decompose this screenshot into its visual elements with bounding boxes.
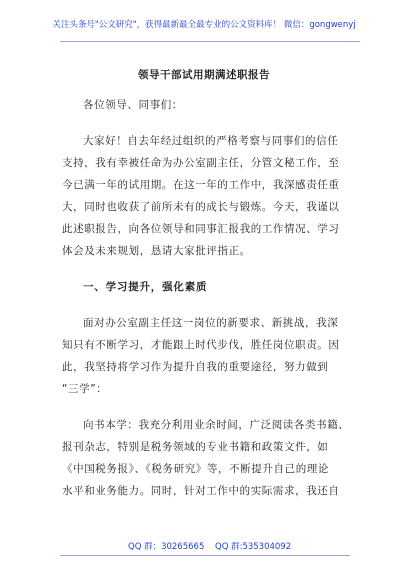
paragraph-line: 体会及未来规划，恳请大家批评指正。 xyxy=(62,245,251,257)
paragraph-line: 报刊杂志，特别是税务领域的专业书籍和政策文件，如 xyxy=(62,441,329,453)
section-heading: 一、学习提升，强化素质 xyxy=(83,281,208,293)
footer-qq-group-1: QQ 群：30265665 xyxy=(128,542,205,552)
paragraph-line: 支持，我有幸被任命为办公室副主任，分管文秘工作，至 xyxy=(62,157,340,169)
paragraph-line: 此述职报告，向各位领导和同事汇报我的工作情况、学习 xyxy=(62,223,340,235)
paragraph-line: 面对办公室副主任这一岗位的新要求、新挑战，我深 xyxy=(83,317,339,329)
paragraph-line: 知只有不断学习，才能跟上时代步伐，胜任岗位职责。因 xyxy=(62,339,340,351)
paragraph-line: 大，同时也收获了前所未有的成长与锻炼。今天，我谨以 xyxy=(62,201,340,213)
footer-qq-group-2: QQ 群:535304092 xyxy=(215,542,292,552)
paragraph-line: 今已满一年的试用期。在这一年的工作中，我深感责任重 xyxy=(62,179,340,191)
paragraph-line: 大家好！自去年经过组织的严格考察与同事们的信任 xyxy=(83,135,339,147)
paragraph-line: 水平和业务能力。同时，针对工作中的实际需求，我还自 xyxy=(62,485,340,497)
salutation: 各位领导、同事们： xyxy=(83,99,183,111)
paragraph-line: 《中国税务报》、《税务研究》等，不断提升自己的理论 xyxy=(62,463,329,475)
paragraph-line: “三学”： xyxy=(62,383,108,395)
paragraph-line: 此，我坚持将学习作为提升自我的重要途径，努力做到 xyxy=(62,361,329,373)
paragraph-line: 向书本学：我充分利用业余时间，广泛阅读各类书籍、 xyxy=(83,419,350,431)
document-title: 领导干部试用期满述职报告 xyxy=(138,69,270,81)
footer-divider xyxy=(60,555,350,556)
header-banner: 关注头条号"公文研究"，获得最新最全最专业的公文资料库！ 微信：gongwenyj xyxy=(52,20,356,30)
header-divider xyxy=(60,41,360,42)
